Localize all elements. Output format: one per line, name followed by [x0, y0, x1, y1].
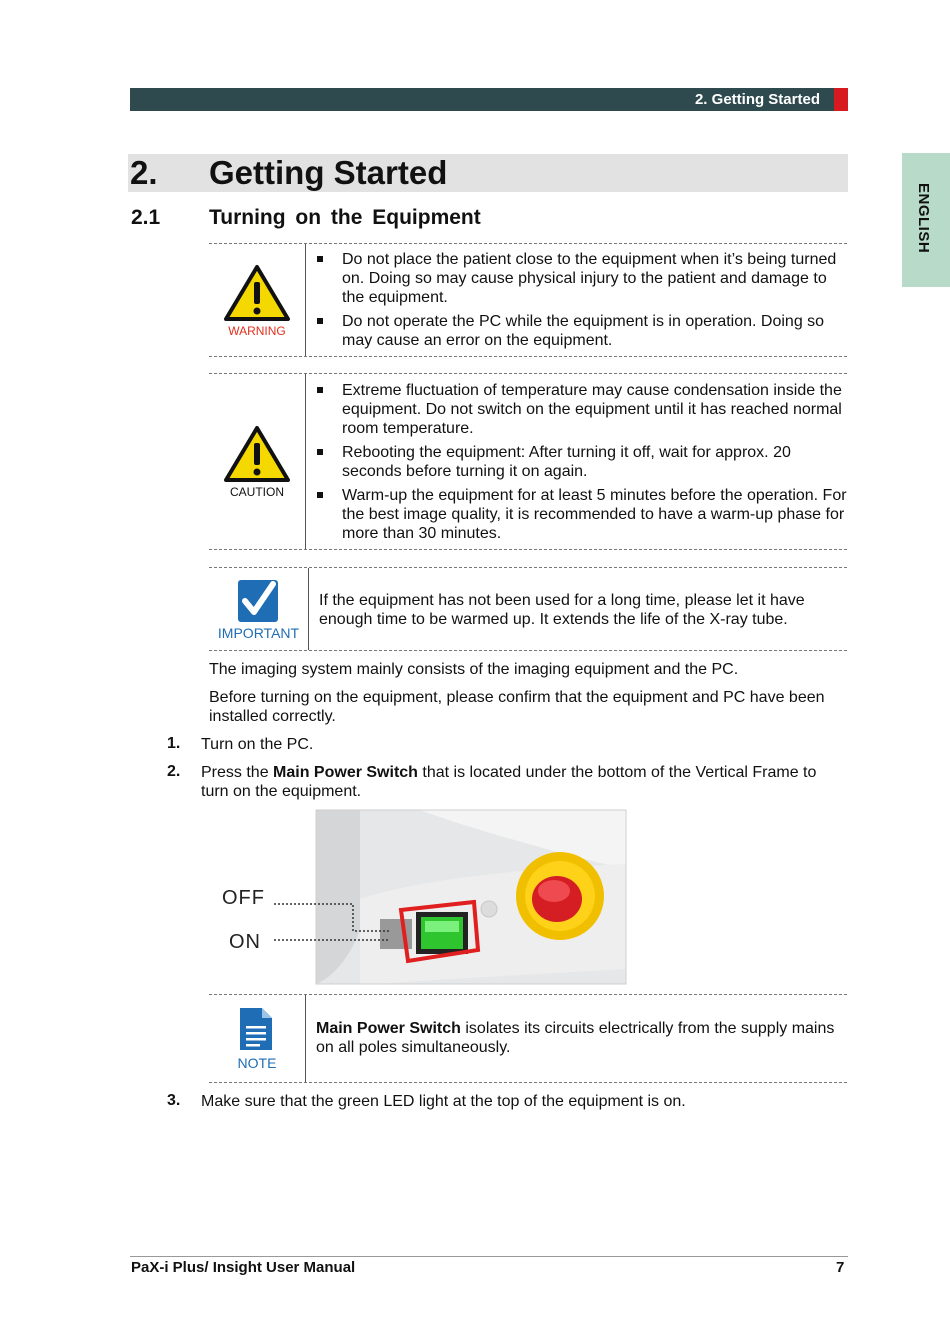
caution-icon	[223, 425, 291, 483]
caution-item: Extreme fluctuation of temperature may cause condensation inside the equipment. Do not switch on the equipment until it has reached normal room temperature.	[306, 381, 847, 438]
warning-item: Do not operate the PC while the equipment is in operation. Doing so may cause an error on the equipment.	[306, 312, 847, 350]
caution-box	[209, 373, 847, 550]
power-switch-photo	[220, 809, 630, 987]
intro-paragraph: The imaging system mainly consists of the imaging equipment and the PC.	[209, 661, 739, 678]
section-number: 2.1	[131, 206, 161, 229]
caution-text	[306, 374, 847, 549]
warning-label: WARNING	[228, 324, 286, 338]
warning-item: Do not place the patient close to the equipment when it’s being turned on. Doing so may cause physical injury to the patient and damage to the equipment.	[306, 250, 847, 307]
checkmark-icon	[237, 579, 279, 623]
caution-icon-cell	[209, 374, 306, 549]
on-label: ON	[229, 931, 261, 953]
caution-item: Warm-up the equipment for at least 5 minutes before the operation. For the best image quality, it is recommended to have a warm-up phase for more than 30 minutes.	[306, 486, 847, 543]
important-box	[209, 567, 847, 651]
important-icon-cell	[209, 568, 309, 650]
step-text: Turn on the PC.	[201, 736, 314, 753]
header-accent	[834, 88, 848, 111]
note-text-bold: Main Power Switch	[316, 1020, 461, 1037]
running-header	[130, 88, 834, 111]
note-label: NOTE	[237, 1055, 277, 1071]
important-text: If the equipment has not been used for a long time, please let it have enough time to be warmed up. It extends the life of the X-ray tube.	[319, 592, 805, 628]
language-tab-label: ENGLISH	[915, 183, 932, 254]
warning-icon	[223, 264, 291, 322]
note-text-body: isolates its circuits electrically from the supply mains on all poles simultaneously.	[316, 1020, 835, 1056]
chapter-number: 2.	[130, 154, 158, 191]
warning-icon-cell	[209, 244, 306, 356]
chapter-heading	[128, 154, 848, 192]
note-icon-cell	[209, 995, 306, 1082]
intro-paragraph: Before turning on the equipment, please confirm that the equipment and PC have been installed correctly.	[209, 689, 825, 725]
step-text: Make sure that the green LED light at the top of the equipment is on.	[201, 1093, 686, 1110]
section-title: Turning on the Equipment	[209, 206, 481, 229]
off-label: OFF	[222, 887, 265, 909]
caution-label: CAUTION	[230, 485, 284, 499]
step-text-pre: Press the	[201, 764, 274, 781]
step-text-post: that is located under the bottom of the Vertical Frame to turn on the equipment.	[201, 764, 817, 800]
caution-item: Rebooting the equipment: After turning it off, wait for approx. 20 seconds before turning it on again.	[306, 443, 847, 481]
note-box	[209, 994, 847, 1083]
warning-box	[209, 243, 847, 357]
page-number: 7	[836, 1259, 845, 1276]
footer-divider	[130, 1256, 848, 1257]
chapter-title: Getting Started	[209, 154, 448, 191]
step-number: 2.	[167, 763, 181, 780]
footer-manual-title: PaX-i Plus/ Insight User Manual	[131, 1259, 356, 1276]
language-tab	[902, 153, 950, 287]
step-text-bold: Main Power Switch	[273, 764, 418, 781]
power-switch-figure	[220, 809, 630, 987]
important-label: IMPORTANT	[217, 625, 300, 641]
step-number: 3.	[167, 1092, 181, 1109]
warning-text	[306, 244, 847, 356]
step-number: 1.	[167, 735, 181, 752]
step-text	[201, 763, 847, 801]
running-header-title: 2. Getting Started	[694, 91, 820, 108]
note-text	[316, 1019, 847, 1082]
document-icon	[238, 1006, 274, 1052]
